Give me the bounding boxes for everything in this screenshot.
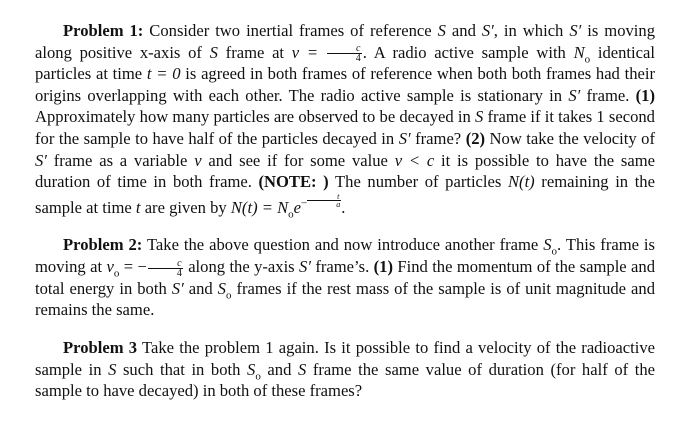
problem-3-paragraph: Problem 3 Take the problem 1 again. Is it possible to find a velocity of the radioactive sample in S such that in both $S_o$ and S frame the same value of duration (for half of the sample to have decayed) in both of these frames? [35, 337, 655, 401]
problem-3-heading: Problem 3 [63, 337, 138, 357]
problem-2-heading: Problem 2: [63, 235, 143, 255]
velocity-fraction-2: $\frac{c}{4}$ [148, 259, 183, 278]
problem-2-paragraph: Problem 2: Take the above question and now introduce another frame $S_o$. This frame is moving at $v_o$ = − $\frac{c}{4}$ along the y-axis S′ frame’s. (1) Find the momentum of the sample and total energy in both S′ and $S_o$ frames if the rest mass of the sample is of unit magnitude and remains the same. [35, 235, 656, 320]
problem-1-paragraph: Problem 1: Consider two inertial frames of reference S and S′, in which S′ is moving along positive x-axis of S frame at v = $\frac{c}{4}$ . A radio active sample with $N_o$ identical particles at time t = 0 is agreed in both frames of reference when both both frames had their origins overlapping with each other. The radio active sample is stationary in S′ frame. (1) Approximately how many particles are observed to be decayed in S frame if it takes 1 second for the sample to have half of the particles decayed in S′ frame? (2) Now take the velocity of S′ frame as a variable v and see if for some value v < c it is possible to have the same duration of time in both frame. (NOTE: ) The number of particles N(t) remaining in the sample at time t are given by $N(t) = N_oe^-$ $\frac{t}{a}$ . [35, 21, 656, 221]
note-label: (NOTE: ) [258, 172, 329, 192]
decay-formula: N(t) = N [230, 197, 289, 217]
document-page [35, 20, 655, 402]
problem-1-heading: Problem 1: [63, 21, 144, 40]
exponent-fraction: $\frac{t}{a}$ [307, 193, 341, 208]
velocity-fraction: $\frac{c}{4}$ [327, 44, 362, 63]
